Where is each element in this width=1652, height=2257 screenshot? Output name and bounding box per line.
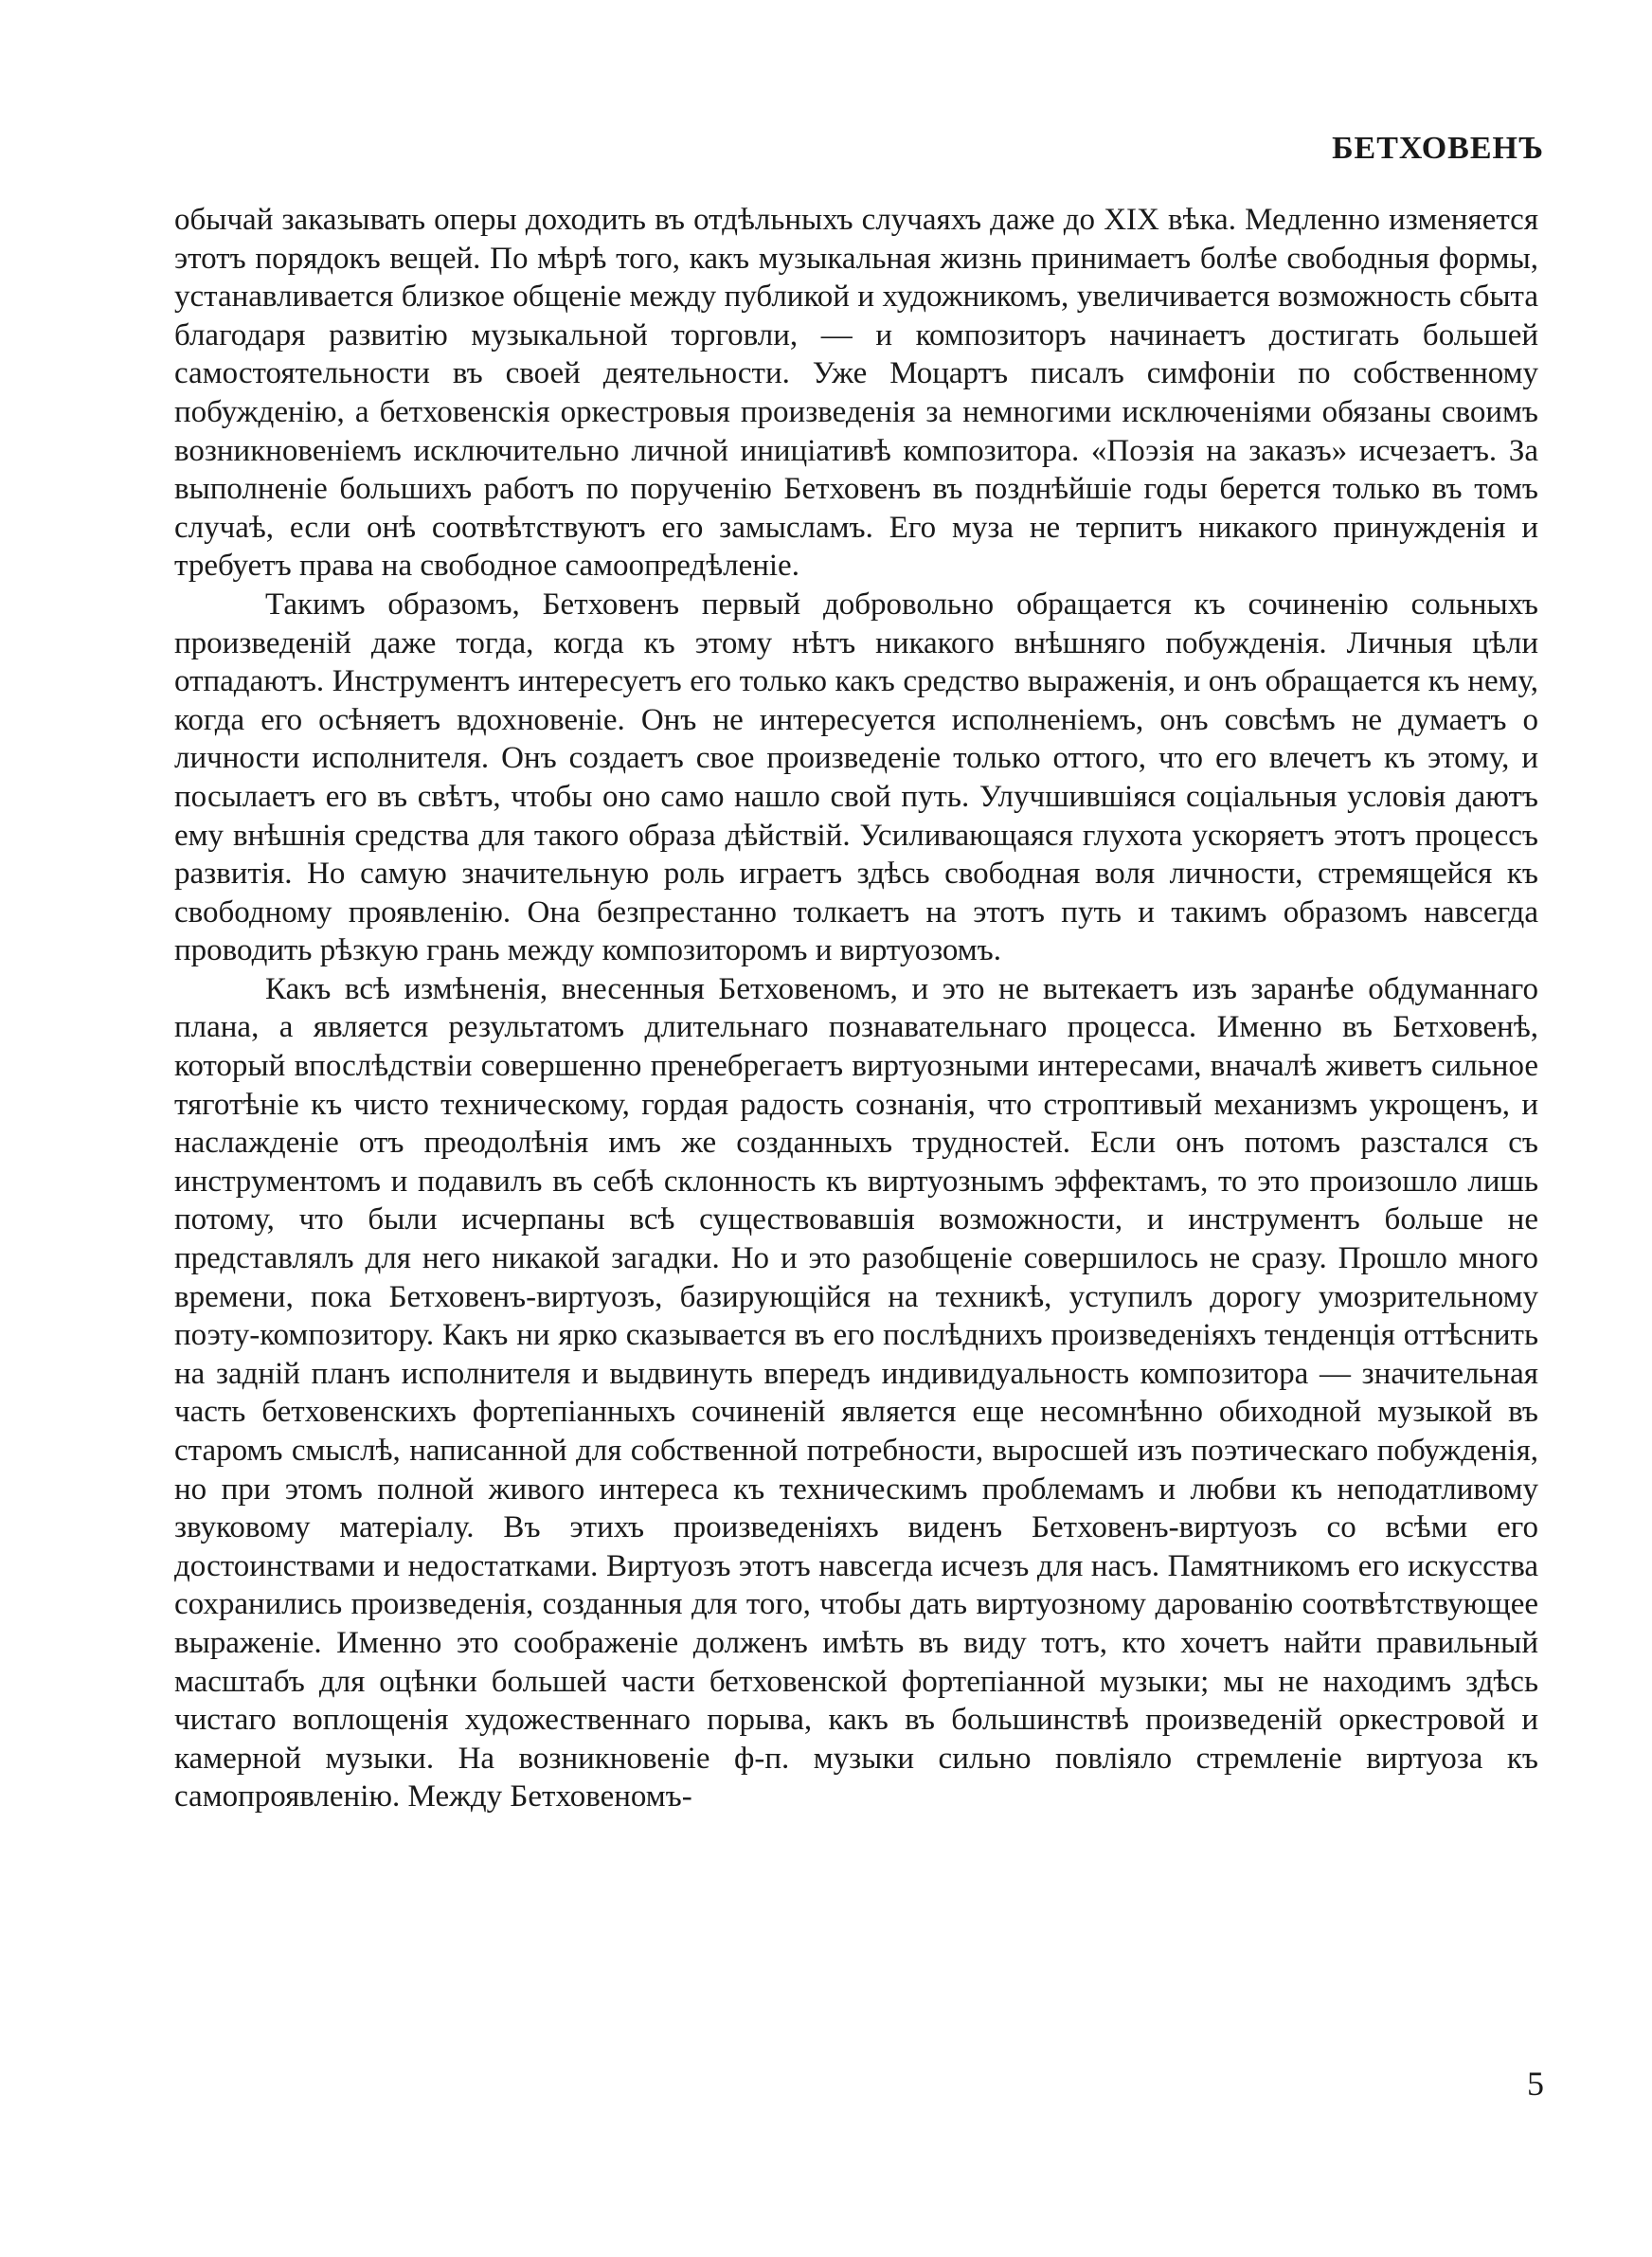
paragraph-3: Какъ всѣ измѣненія, внесенныя Бетховеномъ, и это не вытекаетъ изъ заранѣе обдуманнаго плана, а является результатомъ длительнаго познавательнаго процесса. Именно въ Бетховенѣ, который впослѣдствіи совершенно пренебрегаетъ виртуозными интересами, вначалѣ живетъ сильное тяготѣніе къ чисто техническому, гордая радость сознанія, что строптивый механизмъ укрощенъ, и наслажденіе отъ преодолѣнія имъ же созданныхъ трудностей. Если онъ потомъ разстался съ инструментомъ и подавилъ въ себѣ склонность къ виртуознымъ эффектамъ, то это произошло лишь потому, что были исчерпаны всѣ существовавшія возможности, и инструментъ больше не представлялъ для него никакой загадки. Но и это разобщеніе совершилось не сразу. Прошло много времени, пока Бетховенъ-виртуозъ, базирующійся на техникѣ, уступилъ дорогу умозрительному поэту-композитору. Какъ ни ярко сказывается въ его послѣднихъ произведеніяхъ тенденція оттѣснить на задній планъ исполнителя и выдвинуть впередъ индивидуальность композитора — значительная часть бетховенскихъ фортепіанныхъ сочиненій является еще несомнѣнно обиходной музыкой въ старомъ смыслѣ, написанной для собственной потребности, выросшей изъ поэтическаго побужденія, но при этомъ полной живого интереса къ техническимъ проблемамъ и любви къ неподатливому звуковому матеріалу. Въ этихъ произведеніяхъ виденъ Бетховенъ-виртуозъ со всѣми его достоинствами и недостатками. Виртуозъ этотъ навсегда исчезъ для насъ. Памятникомъ его искусства сохранились произведенія, созданныя для того, чтобы дать виртуозному дарованію соотвѣтствующее выраженіе. Именно это соображеніе долженъ имѣть въ виду тотъ, кто хочетъ найти правильный масштабъ для оцѣнки большей части бетховенской фортепіанной музыки; мы не находимъ здѣсь чистаго воплощенія художественнаго порыва, какъ въ большинствѣ произведеній оркестровой и камерной музыки. На возникновеніе ф-п. музыки сильно повліяло стремленіе виртуоза къ самопроявленію. Между Бетховеномъ- [174,971,1538,1815]
paragraph-2: Такимъ образомъ, Бетховенъ первый добровольно обращается къ сочиненію сольныхъ произведеній даже тогда, когда къ этому нѣтъ никакого внѣшняго побужденія. Личныя цѣли отпадаютъ. Инструментъ интересуетъ его только какъ средство выраженія, и онъ обращается къ нему, когда его осѣняетъ вдохновеніе. Онъ не интересуется исполненіемъ, онъ совсѣмъ не думаетъ о личности исполнителя. Онъ создаетъ свое произведеніе только оттого, что его влечетъ къ этому, и посылаетъ его въ свѣтъ, чтобы оно само нашло свой путь. Улучшившіяся соціальныя условія даютъ ему внѣшнія средства для такого образа дѣйствій. Усиливающаяся глухота ускоряетъ этотъ процессъ развитія. Но самую значительную роль играетъ здѣсь свободная воля личности, стремящейся къ свободному проявленію. Она безпрестанно толкаетъ на этотъ путь и такимъ образомъ навсегда проводить рѣзкую грань между композиторомъ и виртуозомъ. [174,587,1538,968]
page-number: 5 [1527,2065,1544,2103]
running-head-title: БЕТХОВЕНЪ [1332,131,1544,166]
page-body [174,201,1538,1816]
paragraph-1: обычай заказывать оперы доходить въ отдѣльныхъ случаяхъ даже до XIX вѣка. Медленно изменяется этотъ порядокъ вещей. По мѣрѣ того, какъ музыкальная жизнь принимаетъ болѣе свободныя формы, устанавливается близкое общеніе между публикой и художникомъ, увеличивается возможность сбыта благодаря развитію музыкальной торговли, — и композиторъ начинаетъ достигать большей самостоятельности въ своей деятельности. Уже Моцартъ писалъ симфоніи по собственному побужденію, а бетховенскія оркестровыя произведенія за немногими исключеніями обязаны своимъ возникновеніемъ исключительно личной иниціативѣ композитора. «Поэзія на заказъ» исчезаетъ. За выполненіе большихъ работъ по порученію Бетховенъ въ позднѣйшіе годы берется только въ томъ случаѣ, если онѣ соотвѣтствуютъ его замысламъ. Его муза не терпитъ никакого принужденія и требуетъ права на свободное самоопредѣленіе. [174,203,1538,584]
